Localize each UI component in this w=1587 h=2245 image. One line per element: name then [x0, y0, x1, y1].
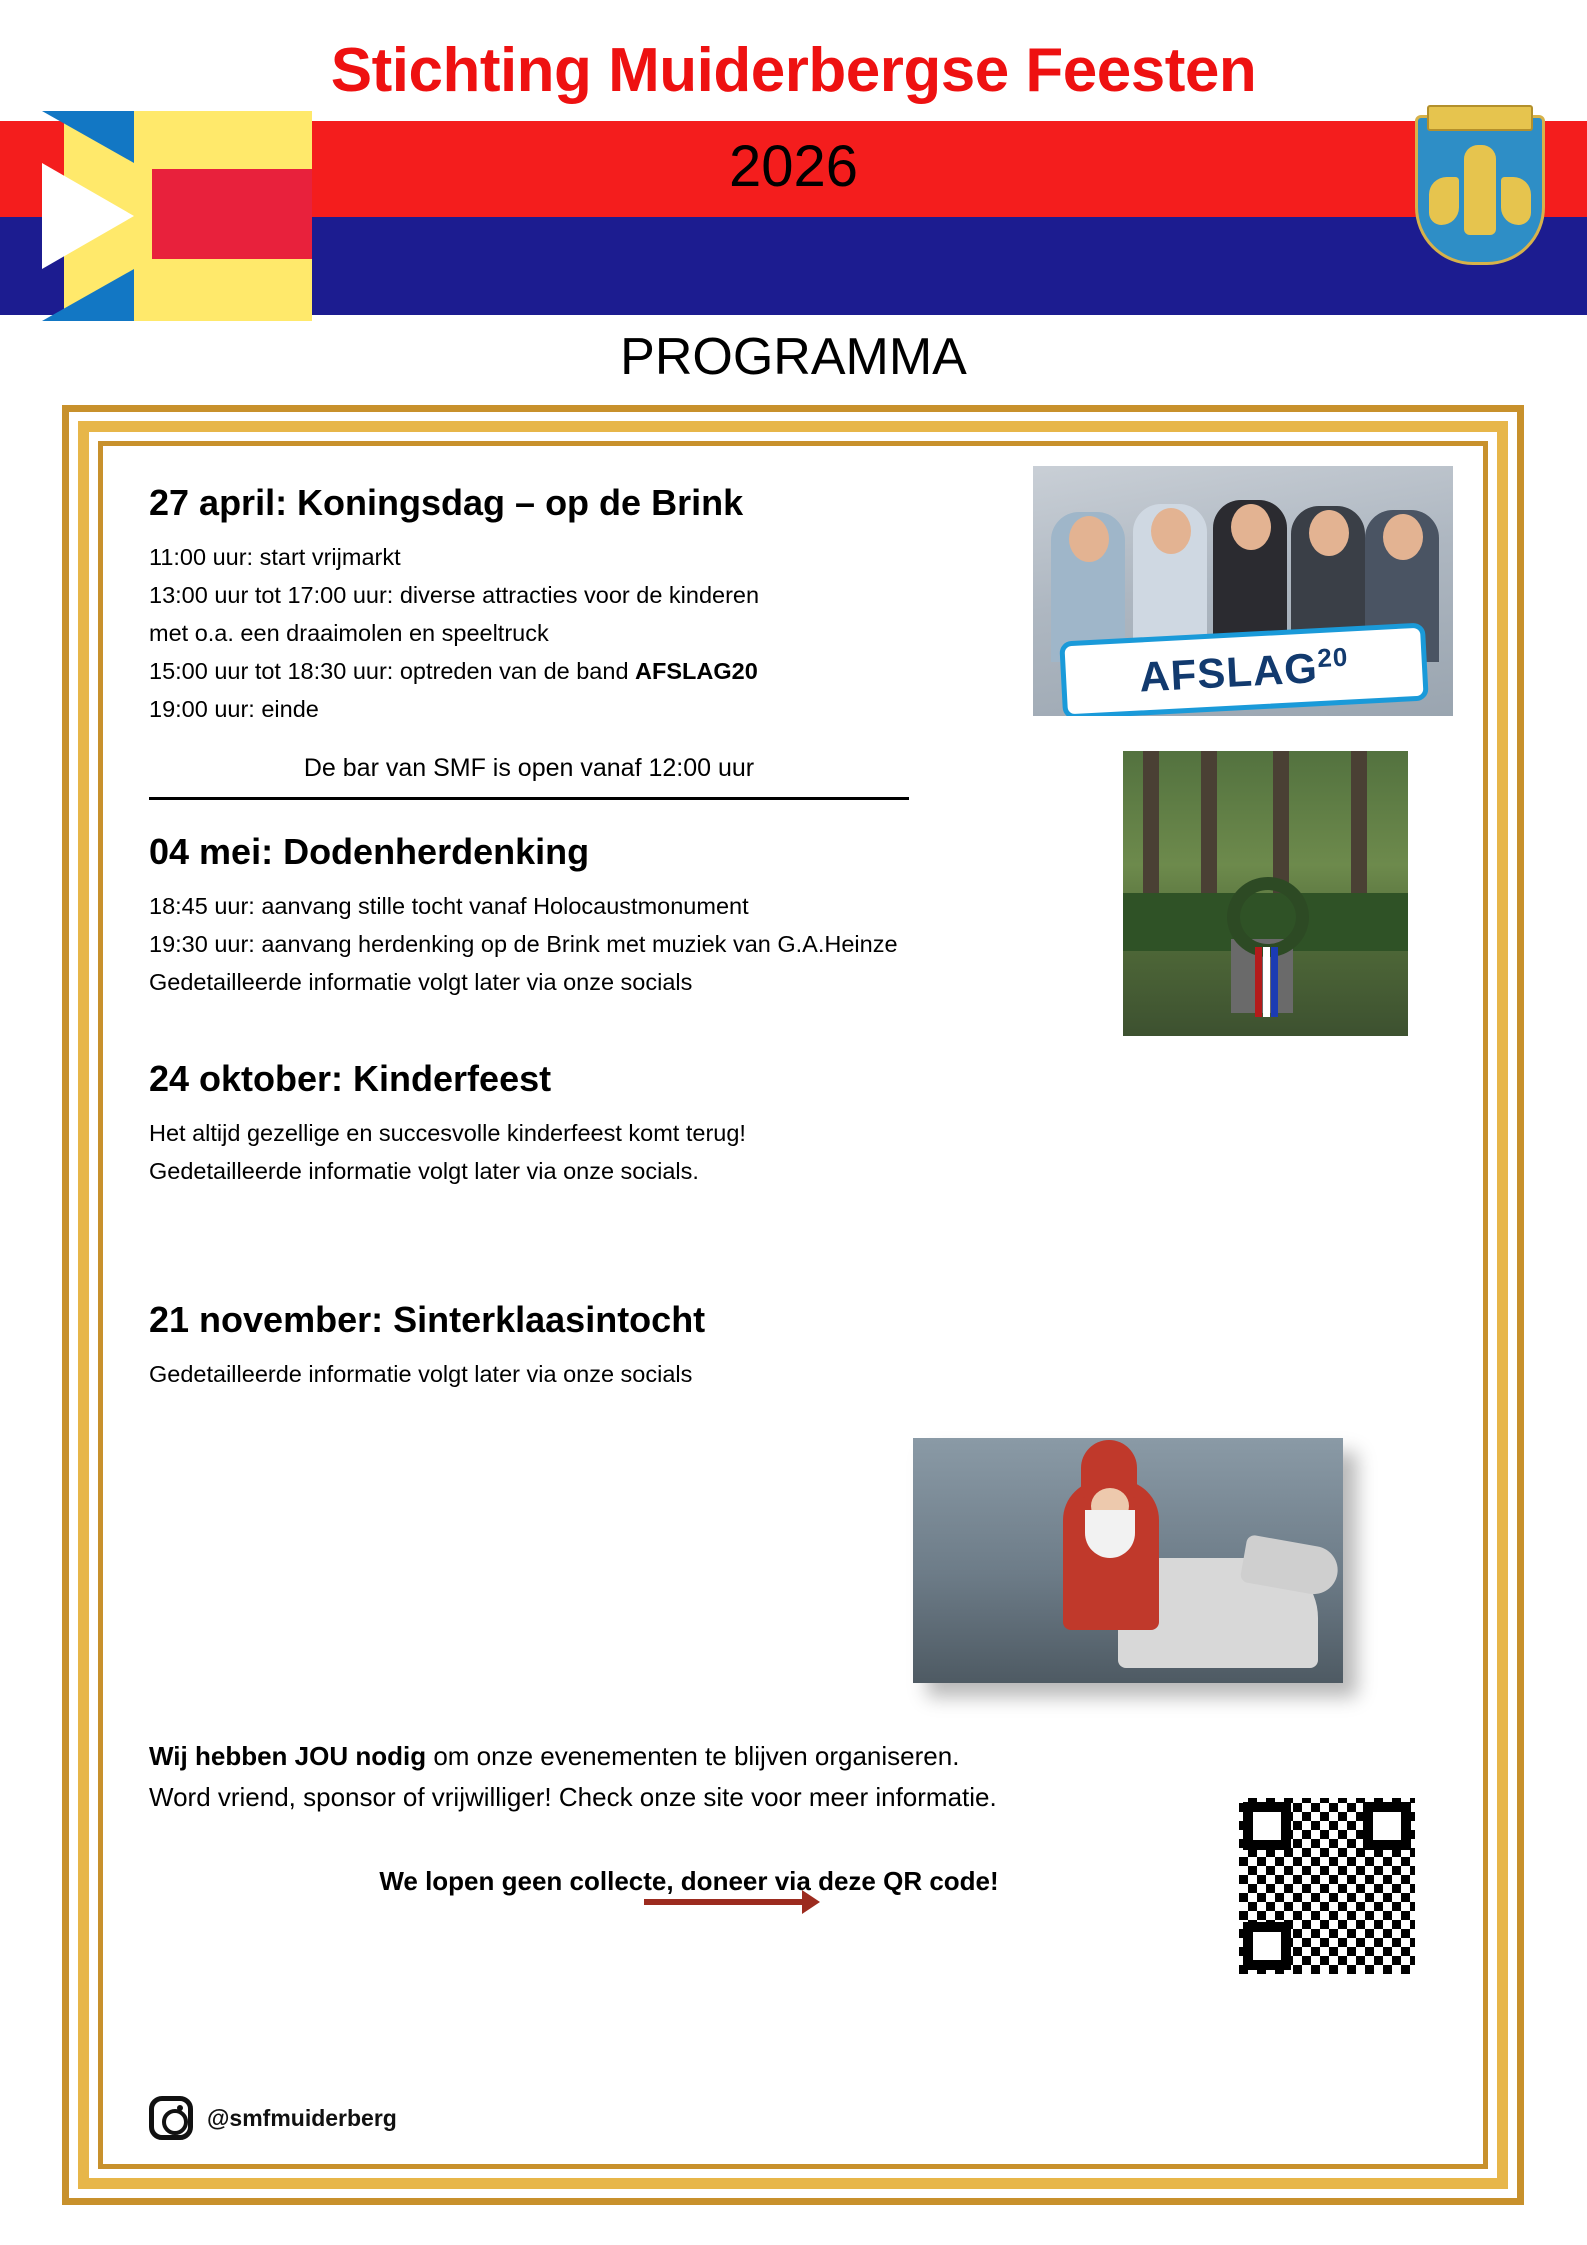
programme-content — [103, 446, 1483, 2164]
instagram-icon[interactable] — [149, 2096, 193, 2140]
event-heading: 21 november: Sinterklaasintocht — [149, 1299, 706, 1340]
event-line: Het altijd gezellige en succesvolle kinderfeest komt terug! — [149, 1120, 746, 1146]
band-afslag20-photo — [1033, 466, 1453, 716]
event-block-kinderfeest — [149, 1058, 1049, 1190]
event-block-dodenherdenking — [149, 831, 1149, 1001]
footer-call-line — [149, 1736, 1443, 1777]
qr-code-icon[interactable] — [1237, 1796, 1417, 1976]
footer-block — [149, 1736, 1443, 1897]
event-block-koningsdag — [149, 482, 1009, 800]
event-line: Gedetailleerde informatie volgt later via onze socials. — [149, 1158, 699, 1185]
poster-year: 2026 — [728, 134, 859, 200]
header-banner — [0, 121, 1587, 321]
event-line: Gedetailleerde informatie volgt later via onze socials — [149, 969, 693, 996]
afslag20-logo-text: AFSLAG$^{20}$ — [1138, 641, 1349, 700]
event-line: 15:00 uur tot 18:30 uur: optreden van de band AFSLAG20 — [149, 658, 758, 685]
instagram-block[interactable] — [149, 2096, 397, 2140]
event-heading: 04 mei: Dodenherdenking — [149, 831, 590, 872]
bar-open-note: De bar van SMF is open vanaf 12:00 uur — [149, 754, 909, 800]
event-line: met o.a. een draaimolen en speeltruck — [149, 620, 549, 647]
donate-line: We lopen geen collecte, doneer via deze QR code! — [379, 1866, 999, 1897]
event-heading: 27 april: Koningsdag – op de Brink — [149, 482, 744, 523]
footer-call-bold: Wij hebben JOU nodig — [149, 1741, 427, 1771]
poster-frame — [62, 405, 1524, 2205]
event-line: Gedetailleerde informatie volgt later via onze socials — [149, 1361, 693, 1387]
arrow-right-icon — [644, 1899, 804, 1905]
event-line: 18:45 uur: aanvang stille tocht vanaf Holocaustmonument — [149, 893, 749, 919]
event-line: 13:00 uur tot 17:00 uur: diverse attracties voor de kinderen — [149, 582, 760, 609]
coat-of-arms-icon — [1415, 105, 1545, 280]
instagram-handle[interactable]: @smfmuiderberg — [207, 2104, 397, 2131]
footer-second-line: Word vriend, sponsor of vrijwilliger! Check onze site voor meer informatie. — [149, 1782, 997, 1813]
event-heading: 24 oktober: Kinderfeest — [149, 1058, 552, 1099]
event-line: 11:00 uur: start vrijmarkt — [149, 544, 401, 570]
page-title: Stichting Muiderbergse Feesten — [330, 36, 1257, 105]
poster-subtitle: PROGRAMMA — [620, 328, 967, 387]
footer-call-rest: om onze evenementen te blijven organiseren. — [426, 1741, 960, 1771]
sinterklaasintocht-photo — [913, 1438, 1343, 1683]
event-line: 19:30 uur: aanvang herdenking op de Brink met muziek van G.A.Heinze — [149, 931, 898, 958]
event-line: 19:00 uur: einde — [149, 696, 319, 723]
dodenherdenking-photo — [1123, 751, 1408, 1036]
event-block-sinterklaasintocht — [149, 1299, 1049, 1393]
